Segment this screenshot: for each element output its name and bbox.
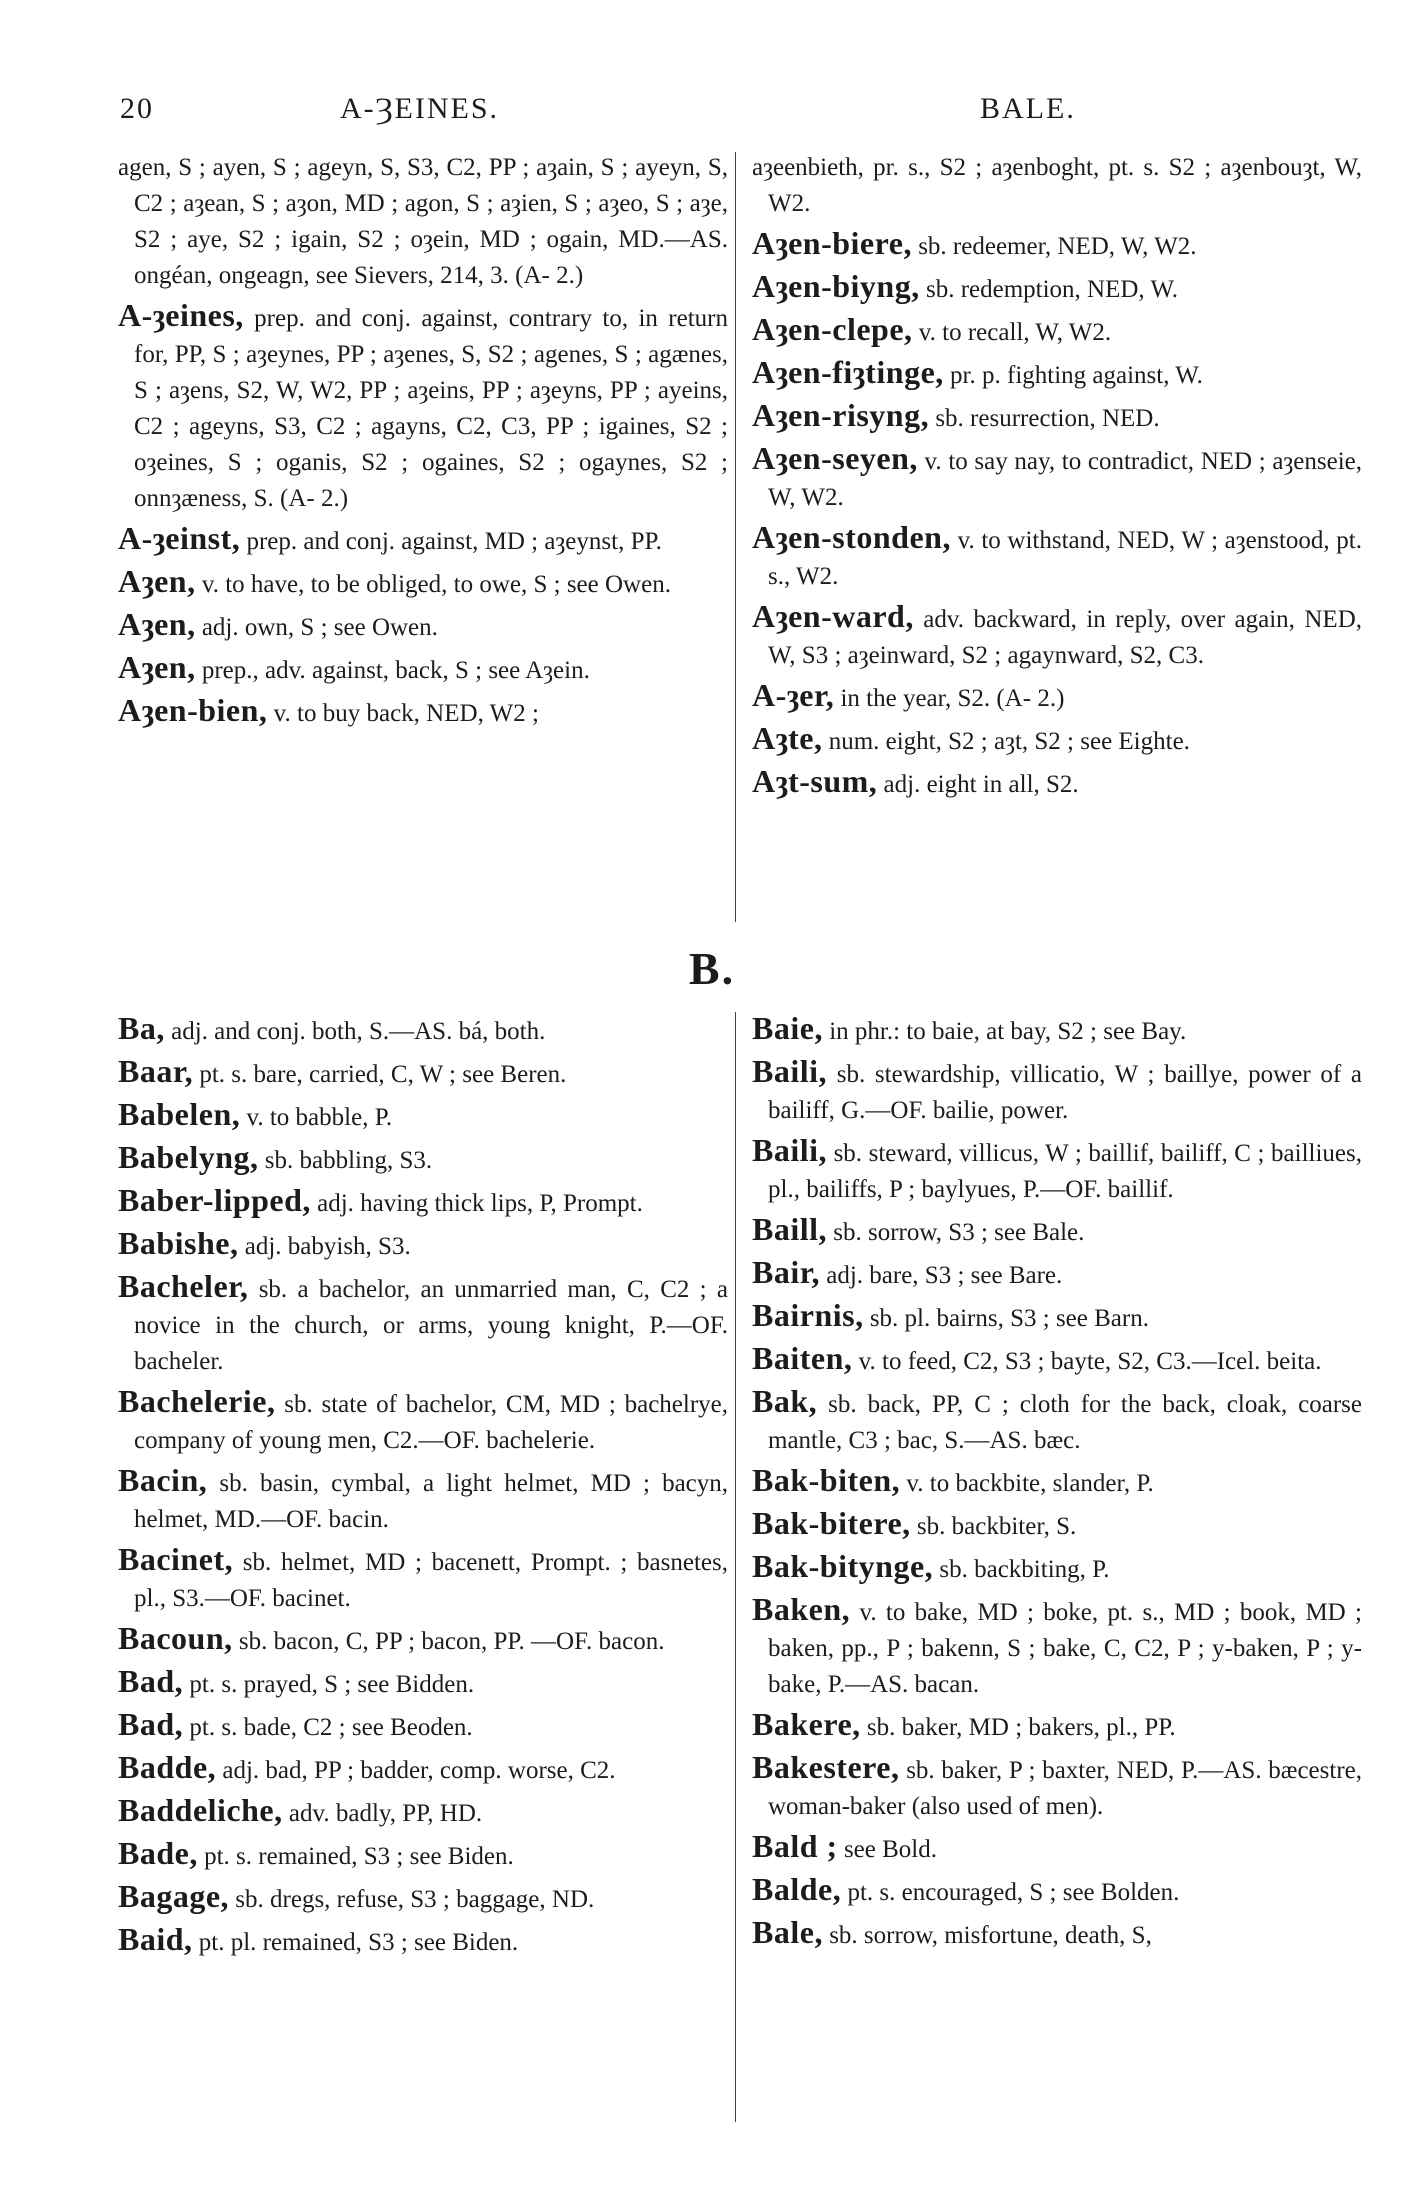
entry-headword: Aȝt-sum, — [752, 763, 878, 799]
entry-headword: Baddeliche, — [118, 1792, 283, 1828]
dictionary-entry — [118, 1663, 728, 1703]
entry-definition: sb. basin, cymbal, a light helmet, MD ; bacyn, helmet, MD.—OF. bacin. — [134, 1470, 729, 1533]
entry-headword: Aȝen, — [118, 606, 196, 642]
entry-headword: Bairnis, — [752, 1297, 864, 1333]
dictionary-entry — [752, 440, 1362, 516]
dictionary-entry — [118, 1010, 728, 1050]
entry-definition: sb. sorrow, misfortune, death, S, — [829, 1922, 1152, 1949]
dictionary-entry — [118, 1139, 728, 1179]
entry-definition: see Bold. — [843, 1836, 937, 1863]
entry-headword: Bade, — [118, 1835, 198, 1871]
entry-definition: v. to recall, W, W2. — [918, 319, 1112, 346]
dictionary-entry — [752, 1548, 1362, 1588]
entry-headword: Badde, — [118, 1749, 217, 1785]
dictionary-entry — [752, 677, 1362, 717]
entry-definition: adj. and conj. both, S.—AS. bá, both. — [171, 1018, 546, 1045]
entry-definition: sb. backbiting, P. — [939, 1556, 1110, 1583]
right-guide-word: BALE. — [980, 92, 1076, 125]
entry-definition: agen, S ; ayen, S ; ageyn, S, S3, C2, PP ; aȝain, S ; ayeyn, S, C2 ; aȝean, S ; aȝon, MD ; agon, S ; aȝien, S ; aȝeo, S ; aȝe, S2 ; aye, S2 ; igain, S2 ; oȝein, MD ; ogain, MD.—AS. ongéan, ongeagn, see Sievers, 214, 3. (A- 2.) — [118, 154, 728, 289]
entry-headword: Babelen, — [118, 1096, 241, 1132]
dictionary-entry — [752, 150, 1362, 222]
entry-definition: pr. p. fighting against, W. — [950, 362, 1203, 389]
entry-definition: sb. a bachelor, an unmarried man, C, C2 ; a novice in the church, or arms, young knight, P.—OF. bacheler. — [134, 1276, 728, 1375]
entry-definition: pt. pl. remained, S3 ; see Biden. — [198, 1929, 519, 1956]
entry-headword: Bakestere, — [752, 1749, 900, 1785]
top-column-left — [118, 150, 728, 930]
entry-definition: adj. having thick lips, P, Prompt. — [317, 1190, 643, 1217]
entry-headword: Bad, — [118, 1706, 184, 1742]
entry-headword: Aȝen-stonden, — [752, 519, 951, 555]
bottom-column-right — [752, 1010, 1362, 2130]
entry-definition: v. to buy back, NED, W2 ; — [273, 700, 539, 727]
dictionary-entry — [752, 1297, 1362, 1337]
dictionary-entry — [752, 1010, 1362, 1050]
entry-definition: sb. backbiter, S. — [916, 1513, 1077, 1540]
entry-definition: pt. s. encouraged, S ; see Bolden. — [847, 1879, 1180, 1906]
entry-headword: Baken, — [752, 1591, 851, 1627]
entry-headword: Baid, — [118, 1921, 193, 1957]
entry-definition: sb. steward, villicus, W ; baillif, bailiff, C ; bailliues, pl., bailiffs, P ; baylyues, P.—OF. baillif. — [768, 1140, 1362, 1203]
dictionary-entry — [118, 1706, 728, 1746]
top-column-right — [752, 150, 1362, 930]
dictionary-entry — [118, 1921, 728, 1961]
entry-headword: Bacinet, — [118, 1541, 234, 1577]
entry-headword: Bak-bitere, — [752, 1505, 911, 1541]
entry-definition: sb. state of bachelor, CM, MD ; bachelrye, company of young men, C2.—OF. bachelerie. — [134, 1391, 728, 1454]
bottom-column-left — [118, 1010, 728, 2130]
dictionary-entry — [118, 649, 728, 689]
dictionary-entry — [752, 1340, 1362, 1380]
entry-definition: sb. helmet, MD ; bacenett, Prompt. ; basnetes, pl., S3.—OF. bacinet. — [134, 1549, 728, 1612]
entry-headword: Bald ; — [752, 1828, 838, 1864]
entry-definition: sb. redeemer, NED, W, W2. — [918, 233, 1197, 260]
dictionary-entry — [118, 297, 728, 517]
entry-headword: Bak-biten, — [752, 1462, 901, 1498]
dictionary-entry — [118, 1268, 728, 1380]
entry-headword: Baie, — [752, 1010, 823, 1046]
dictionary-entry — [118, 1749, 728, 1789]
entry-headword: Babelyng, — [118, 1139, 259, 1175]
dictionary-entry — [118, 150, 728, 294]
dictionary-entry — [752, 519, 1362, 595]
dictionary-entry — [752, 1211, 1362, 1251]
entry-headword: Aȝen-bien, — [118, 692, 268, 728]
dictionary-entry — [752, 397, 1362, 437]
page-number: 20 — [120, 92, 154, 125]
entry-definition: pt. s. prayed, S ; see Bidden. — [189, 1671, 475, 1698]
dictionary-entry — [752, 1706, 1362, 1746]
entry-definition: sb. baker, P ; baxter, NED, P.—AS. bæcestre, woman-baker (also used of men). — [768, 1757, 1362, 1820]
entry-definition: adj. eight in all, S2. — [883, 771, 1079, 798]
entry-definition: v. to bake, MD ; boke, pt. s., MD ; book, MD ; baken, pp., P ; bakenn, S ; bake, C, C2, P ; y-baken, P ; y-bake, P.—AS. bacan. — [768, 1599, 1362, 1698]
dictionary-entry — [118, 1096, 728, 1136]
entry-definition: v. to say nay, to contradict, NED ; aȝenseie, W, W2. — [768, 448, 1363, 511]
entry-headword: A-ȝeines, — [118, 297, 244, 333]
entry-headword: A-ȝeinst, — [118, 520, 241, 556]
dictionary-entry — [118, 692, 728, 732]
entry-definition: v. to withstand, NED, W ; aȝenstood, pt. s., W2. — [768, 527, 1363, 590]
dictionary-entry — [118, 1383, 728, 1459]
entry-headword: Bacheler, — [118, 1268, 249, 1304]
entry-definition: adj. own, S ; see Owen. — [201, 614, 438, 641]
dictionary-entry — [752, 354, 1362, 394]
entry-definition: sb. pl. bairns, S3 ; see Barn. — [869, 1305, 1149, 1332]
entry-headword: Bale, — [752, 1914, 823, 1950]
dictionary-entry — [752, 1254, 1362, 1294]
entry-headword: A-ȝer, — [752, 677, 835, 713]
entry-definition: aȝeenbieth, pr. s., S2 ; aȝenboght, pt. s. S2 ; aȝenbouȝt, W, W2. — [752, 154, 1362, 217]
entry-definition: sb. stewardship, villicatio, W ; baillye, power of a bailiff, G.—OF. bailie, power. — [768, 1061, 1362, 1124]
entry-headword: Aȝen-clepe, — [752, 311, 913, 347]
entry-definition: v. to feed, C2, S3 ; bayte, S2, C3.—Icel. beita. — [858, 1348, 1322, 1375]
dictionary-entry — [752, 1914, 1362, 1954]
entry-headword: Aȝen-biyng, — [752, 268, 920, 304]
entry-headword: Bair, — [752, 1254, 820, 1290]
dictionary-entry — [752, 311, 1362, 351]
dictionary-entry — [118, 1225, 728, 1265]
entry-headword: Bak, — [752, 1383, 818, 1419]
entry-definition: pt. s. bade, C2 ; see Beoden. — [189, 1714, 473, 1741]
left-guide-word: A-ȜEINES. — [340, 92, 500, 125]
entry-definition: adv. badly, PP, HD. — [288, 1800, 483, 1827]
entry-definition: adv. backward, in reply, over again, NED, W, S3 ; aȝeinward, S2 ; agaynward, S2, C3. — [768, 606, 1362, 669]
entry-definition: adj. bad, PP ; badder, comp. worse, C2. — [222, 1757, 616, 1784]
entry-definition: sb. bacon, C, PP ; bacon, PP. —OF. bacon. — [238, 1628, 665, 1655]
dictionary-entry — [118, 1182, 728, 1222]
entry-definition: sb. resurrection, NED. — [935, 405, 1160, 432]
dictionary-entry — [752, 1462, 1362, 1502]
entry-headword: Babishe, — [118, 1225, 239, 1261]
entry-headword: Bacoun, — [118, 1620, 233, 1656]
dictionary-entry — [752, 1383, 1362, 1459]
entry-headword: Bak-bitynge, — [752, 1548, 934, 1584]
entry-definition: pt. s. bare, carried, C, W ; see Beren. — [199, 1061, 567, 1088]
entry-headword: Bad, — [118, 1663, 184, 1699]
dictionary-entry — [752, 1871, 1362, 1911]
entry-definition: sb. redemption, NED, W. — [925, 276, 1179, 303]
dictionary-entry — [118, 1541, 728, 1617]
entry-definition: prep., adv. against, back, S ; see Aȝein. — [201, 657, 590, 684]
entry-definition: v. to babble, P. — [246, 1104, 393, 1131]
entry-headword: Aȝen, — [118, 649, 196, 685]
entry-definition: sb. dregs, refuse, S3 ; baggage, ND. — [235, 1886, 595, 1913]
entry-headword: Baber-lipped, — [118, 1182, 311, 1218]
entry-definition: in the year, S2. (A- 2.) — [840, 685, 1065, 712]
dictionary-entry — [118, 520, 728, 560]
dictionary-entry — [752, 1591, 1362, 1703]
dictionary-entry — [752, 268, 1362, 308]
entry-headword: Baili, — [752, 1053, 828, 1089]
entry-definition: sb. babbling, S3. — [264, 1147, 433, 1174]
entry-headword: Baill, — [752, 1211, 828, 1247]
column-divider-top — [735, 152, 736, 922]
dictionary-entry — [118, 1792, 728, 1832]
entry-definition: sb. back, PP, C ; cloth for the back, cloak, coarse mantle, C3 ; bac, S.—AS. bæc. — [768, 1391, 1363, 1454]
entry-headword: Ba, — [118, 1010, 165, 1046]
entry-definition: num. eight, S2 ; aȝt, S2 ; see Eighte. — [828, 728, 1190, 755]
dictionary-entry — [118, 1620, 728, 1660]
dictionary-entry — [752, 1053, 1362, 1129]
entry-headword: Aȝen, — [118, 563, 196, 599]
dictionary-entry — [752, 225, 1362, 265]
entry-headword: Bakere, — [752, 1706, 861, 1742]
entry-definition: adj. babyish, S3. — [244, 1233, 411, 1260]
dictionary-entry — [752, 1132, 1362, 1208]
entry-definition: prep. and conj. against, MD ; aȝeynst, PP. — [246, 528, 662, 555]
entry-headword: Balde, — [752, 1871, 842, 1907]
entry-definition: v. to backbite, slander, P. — [906, 1470, 1154, 1497]
entry-definition: sb. sorrow, S3 ; see Bale. — [833, 1219, 1085, 1246]
entry-headword: Aȝte, — [752, 720, 823, 756]
dictionary-entry — [118, 563, 728, 603]
entry-definition: adj. bare, S3 ; see Bare. — [826, 1262, 1063, 1289]
entry-headword: Aȝen-fiȝtinge, — [752, 354, 944, 390]
entry-definition: in phr.: to baie, at bay, S2 ; see Bay. — [829, 1018, 1187, 1045]
entry-headword: Aȝen-ward, — [752, 598, 914, 634]
entry-headword: Bagage, — [118, 1878, 230, 1914]
dictionary-entry — [752, 763, 1362, 803]
entry-headword: Aȝen-seyen, — [752, 440, 918, 476]
entry-headword: Baar, — [118, 1053, 194, 1089]
dictionary-entry — [752, 1505, 1362, 1545]
dictionary-entry — [752, 720, 1362, 760]
entry-headword: Baiten, — [752, 1340, 853, 1376]
entry-headword: Aȝen-risyng, — [752, 397, 930, 433]
entry-definition: prep. and conj. against, contrary to, in return for, PP, S ; aȝeynes, PP ; aȝenes, S, S2 ; agenes, S ; agænes, S ; aȝens, S2, W, W2, PP ; aȝeins, PP ; aȝeyns, PP ; ayeins, C2 ; ageyns, S3, C2 ; agayns, C2, C3, PP ; igaines, S2 ; oȝeines, S ; oganis, S2 ; ogaines, S2 ; ogaynes, S2 ; onnȝæness, S. (A- 2.) — [134, 305, 728, 512]
entry-headword: Bachelerie, — [118, 1383, 276, 1419]
column-divider-bottom — [735, 1012, 736, 2122]
entry-definition: v. to have, to be obliged, to owe, S ; see Owen. — [201, 571, 671, 598]
entry-definition: sb. baker, MD ; bakers, pl., PP. — [866, 1714, 1176, 1741]
entry-headword: Aȝen-biere, — [752, 225, 912, 261]
dictionary-entry — [118, 1053, 728, 1093]
running-header — [120, 92, 1360, 142]
entry-definition: pt. s. remained, S3 ; see Biden. — [204, 1843, 514, 1870]
dictionary-entry — [118, 1462, 728, 1538]
entry-headword: Baili, — [752, 1132, 828, 1168]
dictionary-entry — [118, 1835, 728, 1875]
dictionary-entry — [752, 1828, 1362, 1868]
dictionary-entry — [752, 1749, 1362, 1825]
dictionary-entry — [118, 1878, 728, 1918]
entry-headword: Bacin, — [118, 1462, 208, 1498]
section-letter-heading: B. — [688, 943, 736, 994]
dictionary-entry — [752, 598, 1362, 674]
dictionary-entry — [118, 606, 728, 646]
